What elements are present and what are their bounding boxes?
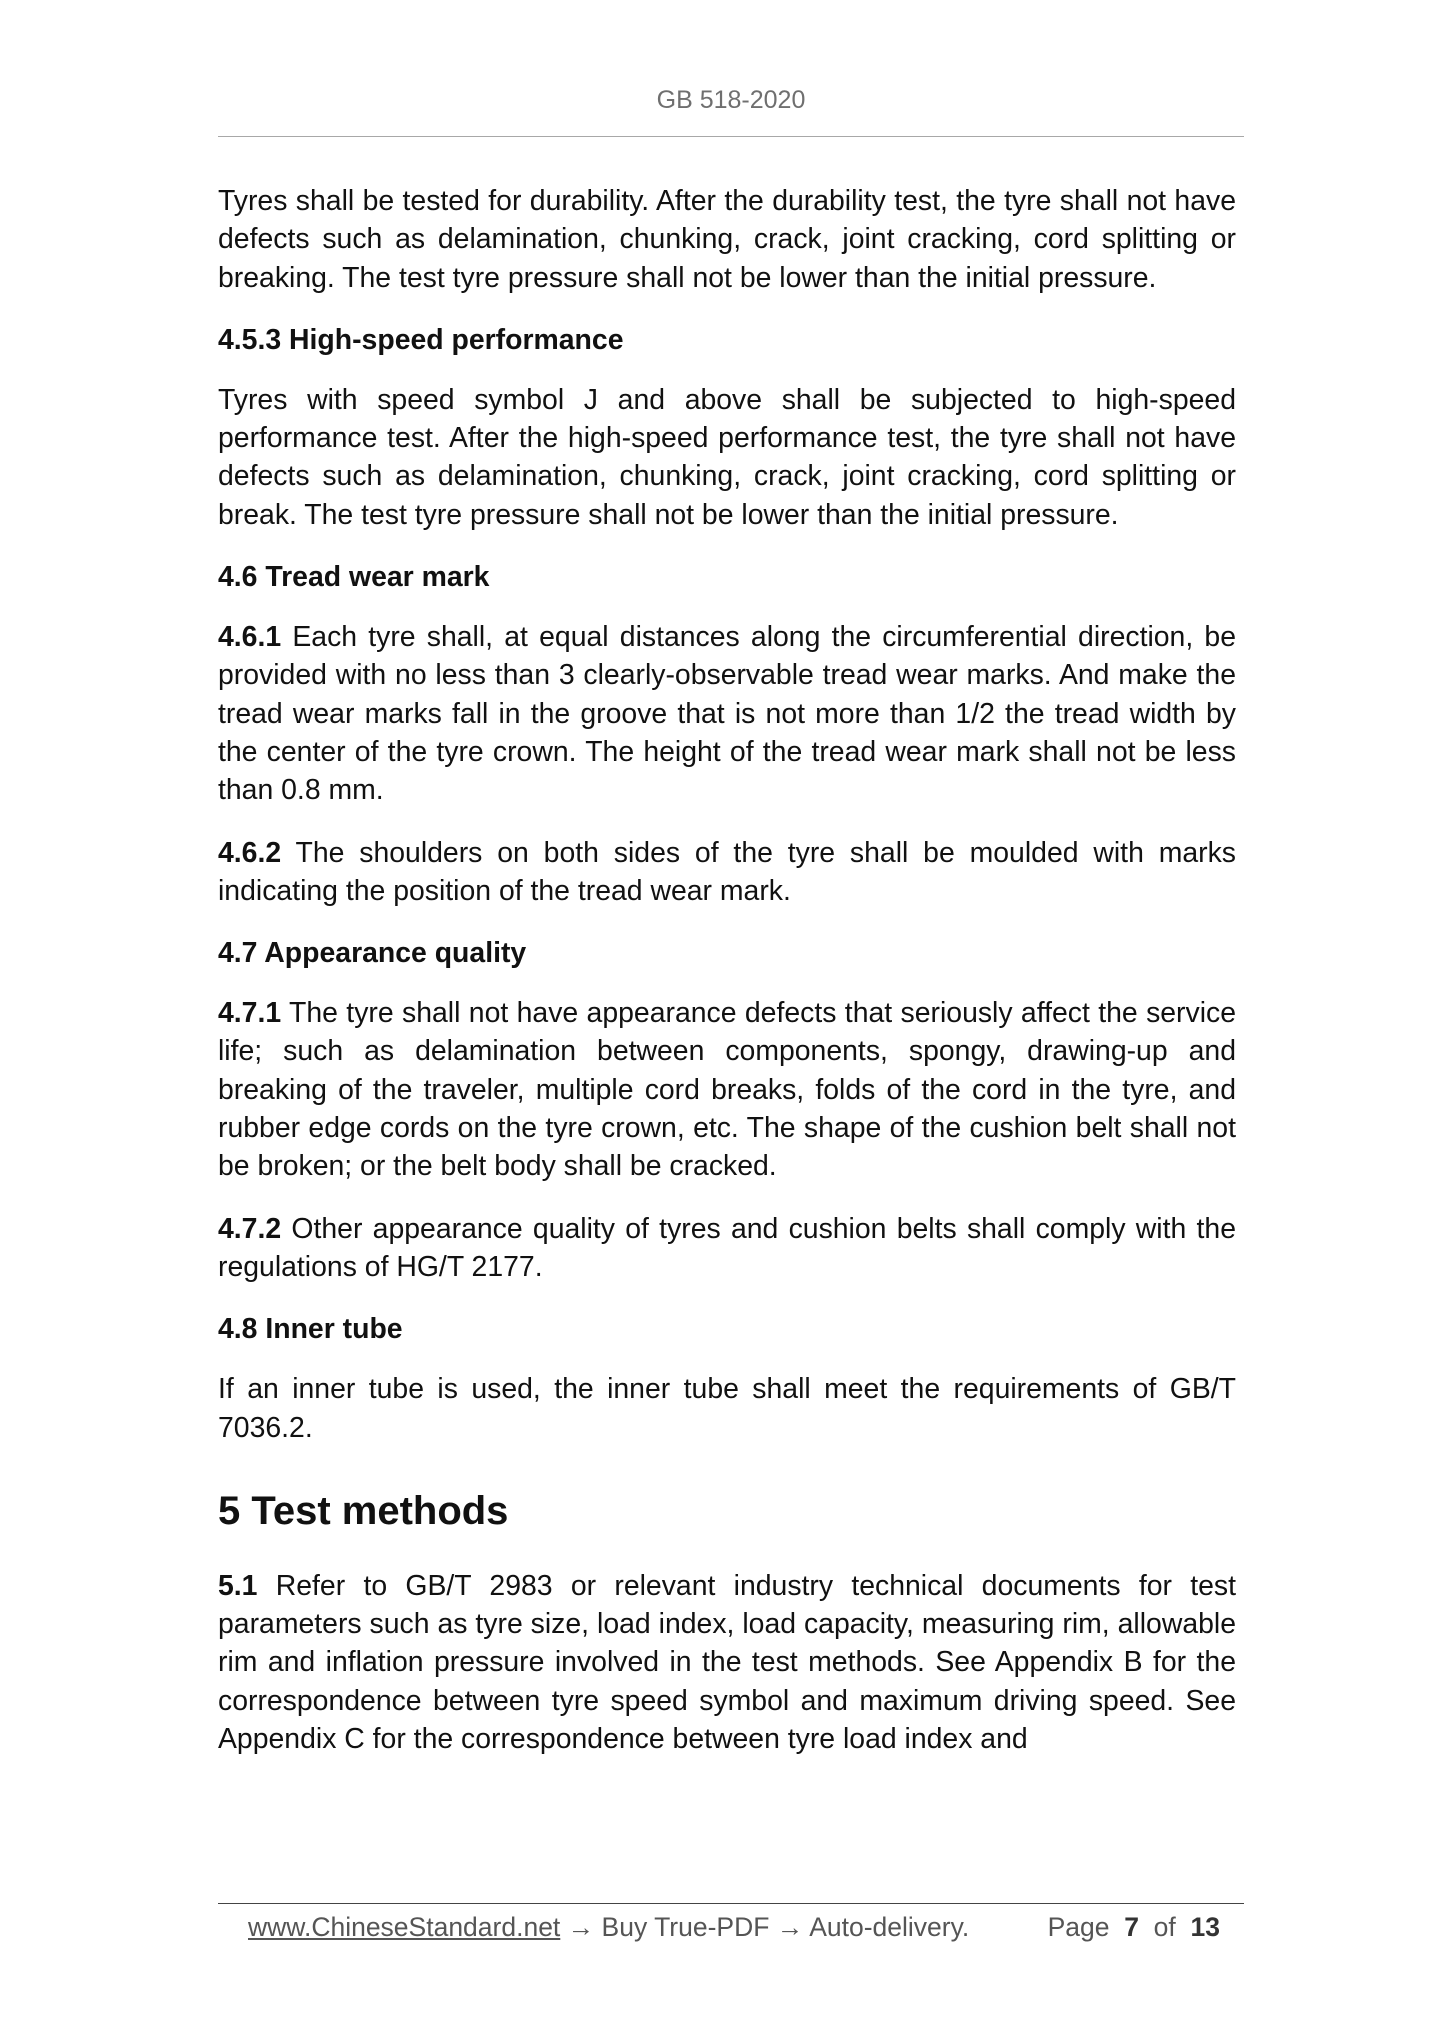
clause-text: Refer to GB/T 2983 or relevant industry technical documents for test parameters such as tyre size, load index, load capacity, measuring rim, allowable rim and inflation pressure involved in the test methods. See Appendix B for the correspondence between tyre speed symbol and maximum driving speed. See Appendix C for the correspondence between tyre load index and — [218, 1569, 1236, 1756]
clause-number: 4.7.1 — [218, 997, 282, 1030]
page-footer — [248, 1907, 1220, 1947]
heading-4-8: 4.8 Inner tube — [218, 1313, 403, 1346]
website-link[interactable]: www.ChineseStandard.net — [248, 1912, 561, 1942]
of-label: of — [1153, 1912, 1176, 1942]
heading-4-5-3: 4.5.3 High-speed performance — [218, 323, 624, 356]
heading-4-6: 4.6 Tread wear mark — [218, 561, 490, 594]
paragraph-4-7-1 — [218, 994, 1236, 1185]
buy-text: Buy True-PDF — [601, 1912, 770, 1942]
clause-number: 4.6.1 — [218, 621, 282, 654]
clause-number: 5.1 — [218, 1569, 258, 1602]
clause-text: The tyre shall not have appearance defects that seriously affect the service life; such as delamination between components, spongy, drawing-up and breaking of the traveler, multiple cord breaks, folds of the cord in the tyre, and rubber edge cords on the tyre crown, etc. The shape of the cushion belt shall not be broken; or the belt body shall be cracked. — [218, 997, 1236, 1183]
footer-promo — [248, 1907, 969, 1947]
page-number: 7 — [1124, 1912, 1139, 1942]
footer-divider — [218, 1903, 1244, 1904]
paragraph-durability: Tyres shall be tested for durability. After the durability test, the tyre shall not have defects such as delamination, chunking, crack, joint cracking, cord splitting or breaking. The test tyre pressure shall not be lower than the initial pressure. — [218, 185, 1236, 294]
paragraph-4-7-2 — [218, 1210, 1236, 1287]
clause-number: 4.6.2 — [218, 836, 282, 869]
page-indicator — [1048, 1907, 1220, 1947]
paragraph-5-1 — [218, 1567, 1236, 1758]
header-divider — [218, 136, 1244, 137]
paragraph-4-6-2 — [218, 834, 1236, 911]
paragraph-4-8: If an inner tube is used, the inner tube shall meet the requirements of GB/T 7036.2. — [218, 1373, 1236, 1444]
right-arrow-icon: → — [560, 1912, 602, 1942]
paragraph-4-5-3: Tyres with speed symbol J and above shall be subjected to high-speed performance test. After the high-speed performance test, the tyre shall not have defects such as delamination, chunking, crack, joint cracking, cord splitting or break. The test tyre pressure shall not be lower than the initial pressure. — [218, 383, 1236, 531]
clause-number: 4.7.2 — [218, 1212, 282, 1245]
document-body — [218, 182, 1236, 1782]
page-label: Page — [1047, 1912, 1110, 1942]
right-arrow-icon: → — [769, 1912, 810, 1942]
clause-text: Other appearance quality of tyres and cushion belts shall comply with the regulations of HG/T 2177. — [218, 1212, 1236, 1283]
paragraph-4-6-1 — [218, 618, 1236, 809]
heading-4-7: 4.7 Appearance quality — [218, 937, 527, 970]
heading-5: 5 Test methods — [218, 1488, 509, 1533]
document-id: GB 518-2020 — [656, 86, 806, 114]
page-total: 13 — [1190, 1912, 1220, 1942]
delivery-text: Auto-delivery. — [809, 1912, 970, 1942]
page-header — [218, 86, 1244, 115]
clause-text: Each tyre shall, at equal distances along the circumferential direction, be provided with no less than 3 clearly-observable tread wear marks. And make the tread wear marks fall in the groove that is not more than 1/2 the tread width by the center of the tyre crown. The height of the tread wear mark shall not be less than 0.8 mm. — [218, 621, 1236, 807]
clause-text: The shoulders on both sides of the tyre shall be moulded with marks indicating the position of the tread wear mark. — [218, 836, 1236, 907]
